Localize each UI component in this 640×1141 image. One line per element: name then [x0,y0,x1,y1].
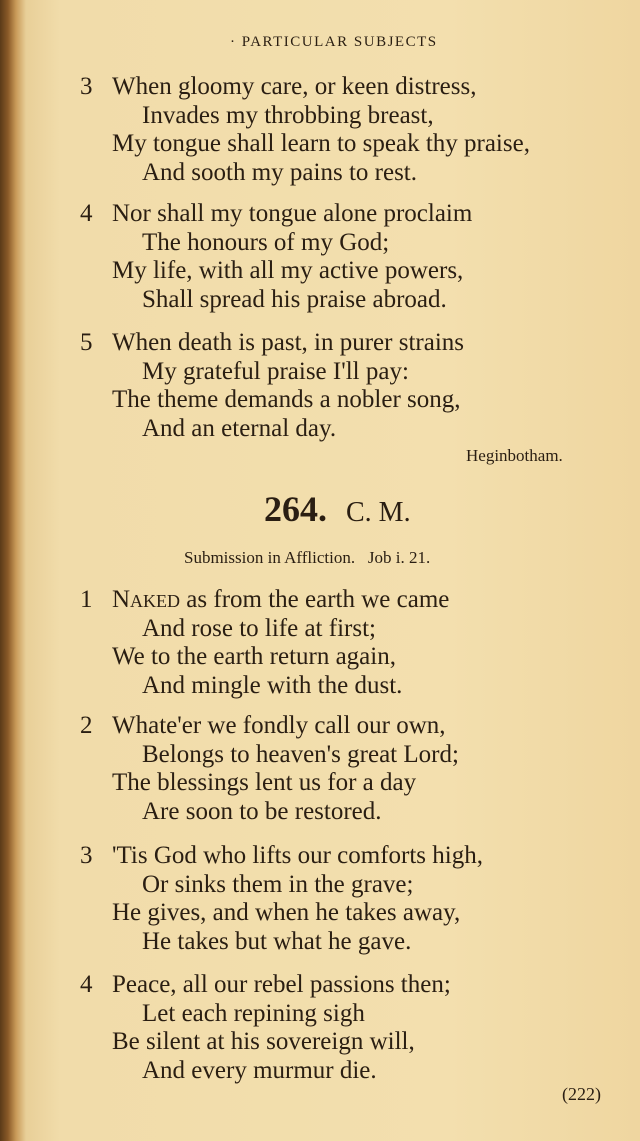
verse-number: 1 [80,586,93,613]
verse-line: When death is past, in purer strains [112,329,464,356]
verse-line: My tongue shall learn to speak thy praise, [112,130,530,158]
verse-line: The blessings lent us for a day [112,769,417,797]
verse-line: Peace, all our rebel passions then; [112,971,451,998]
verse-number: 3 [80,842,93,869]
verse-number: 2 [80,712,93,739]
verse-number: 3 [80,73,93,100]
verse-line: Are soon to be restored. [142,798,382,826]
verse-line: He gives, and when he takes away, [112,899,461,927]
verse-line: And an eternal day. [142,415,337,443]
verse-line: Let each repining sigh [142,999,365,1027]
verse-line: Whate'er we fondly call our own, [112,712,446,739]
hymn-meter: C. M. [346,497,411,528]
verse-line: Or sinks them in the grave; [142,870,414,898]
verse-line: 'Tis God who lifts our comforts high, [112,842,483,869]
verse-line: Be silent at his sovereign will, [112,1028,415,1056]
verse-line: The honours of my God; [142,228,390,256]
verse-line: My grateful praise I'll pay: [142,357,409,385]
verse-line: Nor shall my tongue alone proclaim [112,200,473,227]
verse-number: 4 [80,971,93,998]
verse-line: And rose to life at first; [142,614,376,642]
hymn-author: Heginbotham. [466,446,563,465]
page-number: (222) [562,1084,601,1104]
verse-line: The theme demands a nobler song, [112,386,461,414]
verse-line [112,585,449,615]
hymn-number: 264. [264,489,327,529]
hymn-subtitle: Submission in Affliction. Job i. 21. [184,548,431,567]
verse-line: My life, with all my active powers, [112,257,464,285]
verse-line: We to the earth return again, [112,643,396,671]
verse-line: When gloomy care, or keen distress, [112,73,477,100]
verse-line: And every murmur die. [142,1057,377,1085]
first-word: Naked [112,586,181,613]
verse-number: 5 [80,329,93,356]
verse-line: And sooth my pains to rest. [142,159,417,187]
line-text: as from the earth we came [180,586,450,613]
verse-number: 4 [80,200,93,227]
verse-line: And mingle with the dust. [142,672,403,700]
running-header: · PARTICULAR SUBJECTS [230,34,438,50]
verse-line: Belongs to heaven's great Lord; [142,740,459,768]
verse-line: Invades my throbbing breast, [142,101,434,129]
verse-line: He takes but what he gave. [142,928,412,956]
verse-line: Shall spread his praise abroad. [142,286,447,314]
hymn-heading [264,488,411,530]
